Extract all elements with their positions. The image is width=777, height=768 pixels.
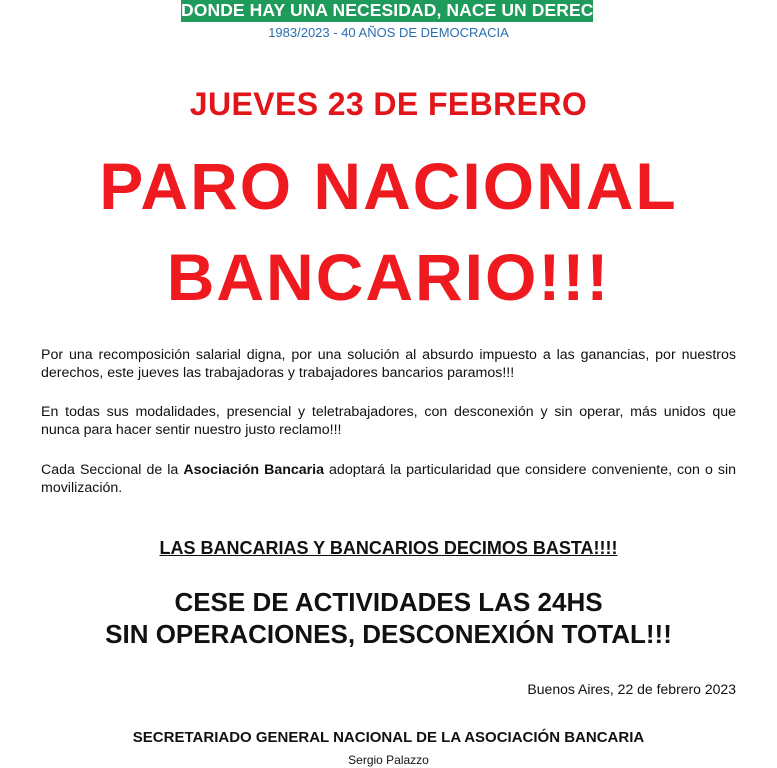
- paragraph-seccional: [41, 461, 736, 497]
- headline-title-line-2: BANCARIO!!!: [166, 240, 611, 314]
- cese-line-1: CESE DE ACTIVIDADES LAS 24HS: [174, 587, 603, 617]
- paragraph-seccional-text-end: adoptará la particularidad que considere conveniente, con o sin movilización.: [41, 462, 736, 496]
- anniversary-line: 1983/2023 - 40 AÑOS DE DEMOCRACIA: [268, 25, 509, 40]
- basta-slogan: LAS BANCARIAS Y BANCARIOS DECIMOS BASTA!!!!: [159, 538, 618, 558]
- organization-name: Asociación Bancaria: [183, 462, 325, 478]
- signer-name: Sergio Palazzo: [348, 753, 429, 767]
- strike-date: JUEVES 23 DE FEBRERO: [189, 86, 588, 122]
- secretariat-signature: SECRETARIADO GENERAL NACIONAL DE LA ASOCIACIÓN BANCARIA: [132, 729, 645, 746]
- paragraph-modalities: En todas sus modalidades, presencial y teletrabajadores, con desconexión y sin operar, más unidos que nunca para hacer sentir nuestro justo reclamo!!!: [41, 404, 736, 438]
- paragraph-seccional-text-start: Cada Seccional de la: [41, 462, 184, 478]
- place-and-date: Buenos Aires, 22 de febrero 2023: [527, 681, 736, 697]
- headline-title-line-1: PARO NACIONAL: [99, 149, 678, 223]
- slogan-banner: DONDE HAY UNA NECESIDAD, NACE UN DERECHO: [181, 0, 620, 20]
- paragraph-demands: Por una recomposición salarial digna, por una solución al absurdo impuesto a las ganancias, por nuestros derechos, este jueves las trabajadoras y trabajadores bancarios paramos!!!: [41, 347, 736, 381]
- cese-line-2: SIN OPERACIONES, DESCONEXIÓN TOTAL!!!: [105, 619, 672, 649]
